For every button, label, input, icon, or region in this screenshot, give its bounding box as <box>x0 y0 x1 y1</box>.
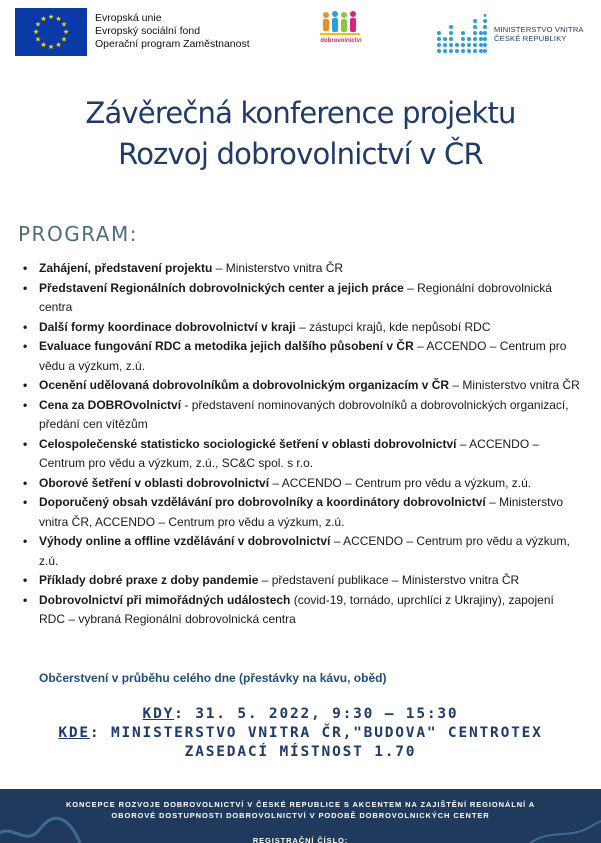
list-item <box>22 591 582 630</box>
item-title: Dobrovolnictví při mimořádných událostech <box>39 592 291 607</box>
item-title: Zahájení, představení projektu <box>39 261 213 275</box>
item-title: Celospolečenské statisticko sociologické šetření v oblasti dobrovolnictví <box>39 436 457 451</box>
page-title <box>0 93 601 175</box>
item-title: Evaluace fungování RDC a metodika jejich dalšího působení v ČR <box>39 339 414 353</box>
svg-text:★: ★ <box>34 20 42 29</box>
list-item <box>22 493 582 532</box>
eu-logo <box>15 8 250 56</box>
event-when <box>0 705 601 724</box>
list-item <box>22 532 582 571</box>
svg-text:★: ★ <box>34 35 42 44</box>
item-detail: – ACCENDO – Centrum pro vědu a výzkum, z.ú. <box>39 339 567 373</box>
item-title: Ocenění udělovaná dobrovolníkům a dobrovolnickým organizacím v ČR <box>39 378 450 392</box>
where-value: : MINISTERSTVO VNITRA ČR,"BUDOVA" CENTROTEX <box>89 725 543 741</box>
svg-text:★: ★ <box>60 20 68 29</box>
eu-line-1: Evropská unie <box>95 12 162 24</box>
item-title: Představení Regionálních dobrovolnických center a jejich práce <box>39 280 404 295</box>
ministry-line-1: MINISTERSTVO VNITRA <box>494 24 584 34</box>
item-title: Cena za DOBROvolnictví <box>39 397 182 412</box>
item-detail: – Ministerstvo vnitra ČR <box>212 261 344 275</box>
people-figures-icon <box>316 10 366 38</box>
event-details <box>0 705 601 762</box>
item-detail: (covid-19, tornádo, uprchlíci z Ukrajiny), zapojení RDC – vybraná Regionální dobrovolnická centra <box>39 592 554 626</box>
item-detail: - představení nominovaných dobrovolníků a dobrovolnických organizací, předání cen vítězům <box>39 397 569 431</box>
item-title: Oborové šetření v oblasti dobrovolnictví <box>39 475 270 490</box>
footer-line-2: OBOROVÉ DOSTUPNOSTI DOBROVOLNICTVÍ V PODOBĚ DOBROVOLNICKÝCH CENTER <box>111 811 490 820</box>
list-item <box>22 318 582 338</box>
list-item <box>22 259 582 279</box>
svg-text:★: ★ <box>47 43 55 51</box>
item-detail: – Ministerstvo vnitra ČR, ACCENDO – Centrum pro vědu a výzkum, z.ú. <box>39 495 564 529</box>
list-item <box>22 396 582 435</box>
svg-text:★: ★ <box>40 41 47 49</box>
when-value: : 31. 5. 2022, 9:30 – 15:30 <box>174 706 459 722</box>
event-room: ZASEDACÍ MÍSTNOST 1.70 <box>184 744 417 760</box>
ministry-dots-icon <box>436 14 488 54</box>
svg-text:★: ★ <box>62 28 70 36</box>
title-line-1: Závěrečná konference projektu <box>85 96 516 130</box>
svg-text:★: ★ <box>60 35 68 44</box>
svg-text:★: ★ <box>32 28 40 36</box>
item-detail: – Regionální dobrovolnická centra <box>39 280 552 314</box>
eu-line-3: Operační program Zaměstnanost <box>95 38 250 50</box>
svg-text:★: ★ <box>55 15 62 23</box>
item-title: Další formy koordinace dobrovolnictví v kraji <box>39 319 296 334</box>
list-item <box>22 435 582 474</box>
item-title: Výhody online a offline vzdělávání v dobrovolnictví <box>39 534 331 548</box>
title-line-2: Rozvoj dobrovolnictví v ČR <box>118 137 483 171</box>
footer-line-3: REGISTRAČNÍ ČÍSLO: <box>252 836 349 843</box>
item-detail: – ACCENDO – Centrum pro vědu a výzkum, z.ú. <box>269 475 532 490</box>
item-detail: – zástupci krajů, kde nepůsobí RDC <box>295 319 491 334</box>
item-detail: – představení publikace – Ministerstvo vnitra ČR <box>258 573 520 587</box>
list-item <box>22 337 582 376</box>
dobrovolnictvi-logo <box>316 10 366 64</box>
item-detail: – ACCENDO – Centrum pro vědu a výzkum, z.ú. <box>39 534 570 568</box>
when-label: KDY <box>142 706 175 722</box>
svg-text:★: ★ <box>47 13 55 21</box>
ministry-line-2: ČESKÉ REPUBLIKY <box>494 34 567 43</box>
item-detail: – ACCENDO – Centrum pro vědu a výzkum, z.ú., SC&C spol. s r.o. <box>39 436 540 470</box>
list-item <box>22 376 582 396</box>
svg-text:★: ★ <box>55 41 62 49</box>
footer-line-1: KONCEPCE ROZVOJE DOBROVOLNICTVÍ V ČESKÉ REPUBLICE S AKCENTEM NA ZAJIŠTĚNÍ REGIONÁLNÍ A <box>65 800 536 809</box>
event-where <box>0 724 601 743</box>
item-title: Doporučený obsah vzdělávání pro dobrovolníky a koordinátory dobrovolnictví <box>39 495 486 509</box>
list-item <box>22 474 582 494</box>
svg-text:★: ★ <box>40 15 47 23</box>
list-item <box>22 279 582 318</box>
item-title: Příklady dobré praxe z doby pandemie <box>39 573 259 587</box>
refreshment-note: Občerstvení v průběhu celého dne (přestávky na kávu, oběd) <box>39 671 387 685</box>
ministry-logo <box>436 14 584 54</box>
dobrovolnictvi-logo-text: dobrovolnictví <box>320 38 362 44</box>
program-list <box>22 259 582 630</box>
list-item <box>22 571 582 591</box>
logo-header <box>0 0 601 80</box>
where-label: KDE <box>58 725 90 741</box>
eu-line-2: Evropský sociální fond <box>95 25 201 37</box>
program-heading: PROGRAM: <box>18 222 138 246</box>
item-detail: – Ministerstvo vnitra ČR <box>449 378 580 392</box>
eu-flag-icon <box>15 8 87 56</box>
footer-banner <box>0 789 601 843</box>
